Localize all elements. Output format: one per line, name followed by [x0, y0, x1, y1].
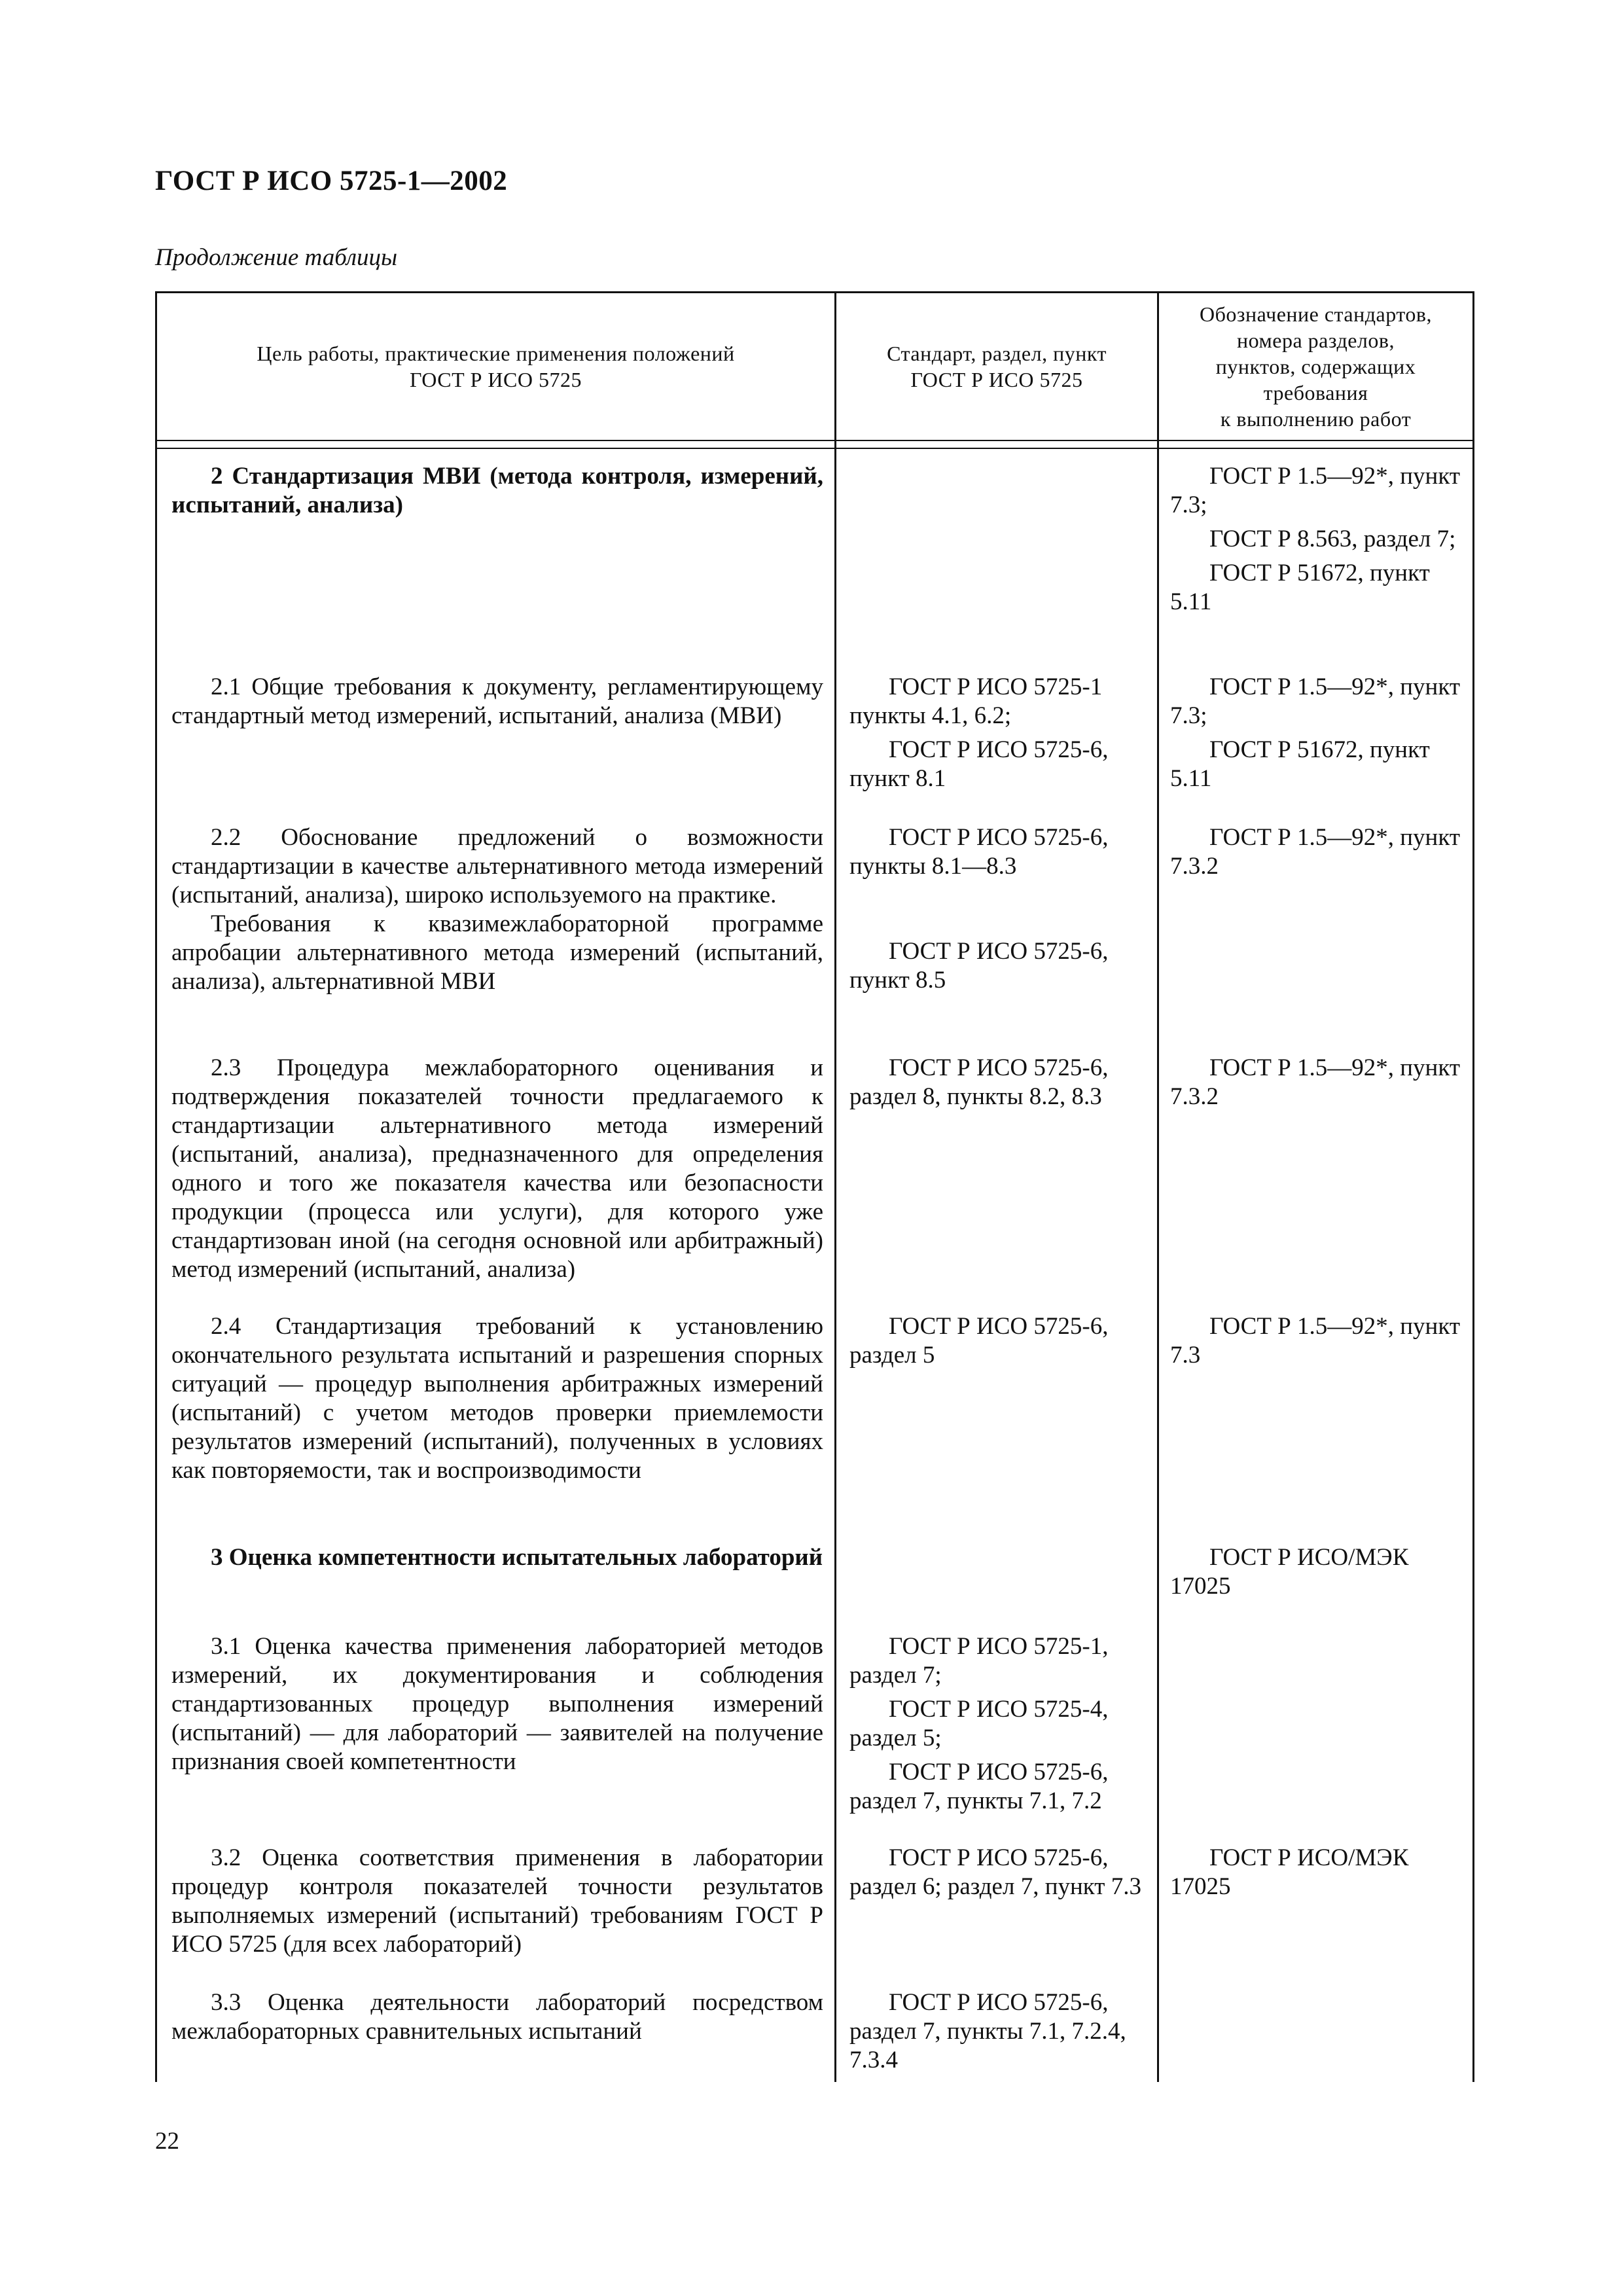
- table-row-purpose: 3.2 Оценка соответствия применения в лаборатории процедур контроля показателей точности результатов выполняемых измерений (испытаний) требованиям ГОСТ Р ИСО 5725 (для всех лабораторий): [171, 1844, 823, 1958]
- table-row-designation: ГОСТ Р 1.5—92*, пункт 7.3; ГОСТ Р 51672, пункт 5.11: [1170, 673, 1461, 792]
- page-number: 22: [155, 2128, 179, 2155]
- table-row-designation: ГОСТ Р 1.5—92*, пункт 7.3.2: [1170, 1054, 1461, 1110]
- table-row-purpose: 2.1 Общие требования к документу, регламентирующему стандартный метод измерений, испытаний, анализа (МВИ): [171, 673, 823, 729]
- column-divider: [834, 293, 836, 2082]
- table-row-purpose: 2 Стандартизация МВИ (метода контроля, измерений, испытаний, анализа): [171, 463, 823, 518]
- header-divider: [157, 440, 1472, 441]
- table-row-standard: ГОСТ Р ИСО 5725-6, раздел 6; раздел 7, пункт 7.3: [849, 1844, 1141, 1900]
- header-designation: Обозначение стандартов, номера разделов, пунктов, содержащих требования к выполнению работ: [1200, 302, 1432, 431]
- table-row-purpose: 3.1 Оценка качества применения лабораторией методов измерений, их документирования и соблюдения стандартизованных процедур выполнения измерений (испытаний) — для лабораторий — заявителей на получение признания своей компетентности: [171, 1633, 823, 1775]
- header-purpose: Цель работы, практические применения положений ГОСТ Р ИСО 5725: [257, 342, 735, 391]
- header-standard: Стандарт, раздел, пункт ГОСТ Р ИСО 5725: [887, 342, 1107, 391]
- table-row-standard: ГОСТ Р ИСО 5725-6, раздел 7, пункты 7.1, 7.2.4, 7.3.4: [849, 1989, 1126, 2073]
- table-row-standard: ГОСТ Р ИСО 5725-6, раздел 5: [849, 1313, 1109, 1369]
- table-row-designation: ГОСТ Р ИСО/МЭК 17025: [1170, 1544, 1409, 1600]
- table-row-purpose: 3.3 Оценка деятельности лабораторий посредством межлабораторных сравнительных испытаний: [171, 1989, 823, 2045]
- column-divider: [1157, 293, 1159, 2082]
- table-row-standard: ГОСТ Р ИСО 5725-6, пункты 8.1—8.3 ГОСТ Р ИСО 5725-6, пункт 8.5: [849, 824, 1109, 994]
- table-row-purpose: 2.4 Стандартизация требований к установлению окончательного результата испытаний и разрешения спорных ситуаций — процедур выполнения арбитражных измерений (испытаний) с учетом методов проверки приемлемости результатов измерений (испытаний), полученных в условиях как повторяемости, так и воспроизводимости: [171, 1313, 823, 1484]
- table-row-designation: ГОСТ Р 1.5—92*, пункт 7.3.2: [1170, 824, 1461, 880]
- standards-table: [155, 291, 1474, 2082]
- table-row-designation: ГОСТ Р ИСО/МЭК 17025: [1170, 1844, 1409, 1900]
- table-row-purpose: 2.3 Процедура межлабораторного оценивания и подтверждения показателей точности предлагаемого к стандартизации альтернативного метода измерений (испытаний, анализа), предназначенного для определения одного и того же показателя качества или безопасности продукции (процесса или услуги), для которого уже стандартизован иной (на сегодня основной или арбитражный) метод измерений (испытаний, анализа): [171, 1054, 823, 1283]
- table-continuation-caption: Продолжение таблицы: [155, 244, 398, 271]
- table-row-designation: ГОСТ Р 1.5—92*, пункт 7.3; ГОСТ Р 8.563, раздел 7; ГОСТ Р 51672, пункт 5.11: [1170, 463, 1461, 615]
- table-row-standard: ГОСТ Р ИСО 5725-1, раздел 7; ГОСТ Р ИСО 5725-4, раздел 5; ГОСТ Р ИСО 5725-6, раздел 7, пункты 7.1, 7.2: [849, 1633, 1109, 1814]
- table-row-standard: ГОСТ Р ИСО 5725-1 пункты 4.1, 6.2; ГОСТ Р ИСО 5725-6, пункт 8.1: [849, 673, 1109, 792]
- table-row-designation: ГОСТ Р 1.5—92*, пункт 7.3: [1170, 1313, 1461, 1369]
- table-row-standard: ГОСТ Р ИСО 5725-6, раздел 8, пункты 8.2, 8.3: [849, 1054, 1109, 1110]
- header-divider: [157, 448, 1472, 449]
- table-row-purpose: 2.2 Обоснование предложений о возможности стандартизации в качестве альтернативного метода измерений (испытаний, анализа), широко используемого на практике. Требования к квазимежлабораторной программе апробации альтернативного метода измерений (испытаний, анализа), альтернативной МВИ: [171, 824, 823, 995]
- document-title: ГОСТ Р ИСО 5725-1—2002: [155, 166, 508, 196]
- table-row-purpose: 3 Оценка компетентности испытательных лабораторий: [211, 1544, 823, 1571]
